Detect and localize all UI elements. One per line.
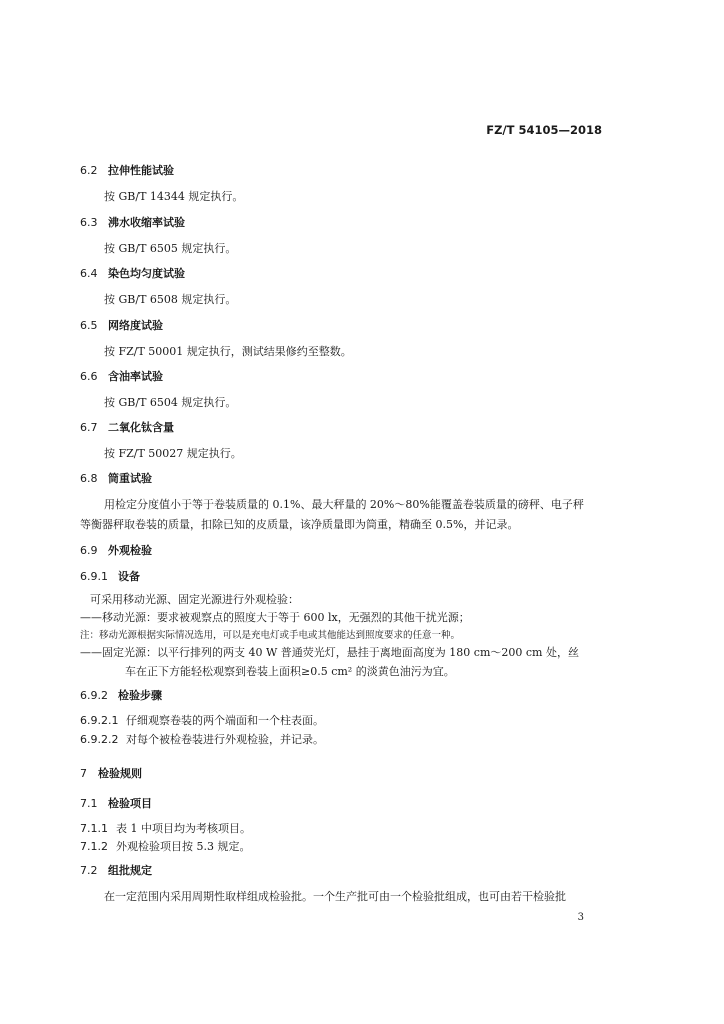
section-number: 6.6: [80, 370, 98, 383]
section-number: 6.4: [80, 267, 98, 280]
section-heading-6-9: [80, 542, 152, 558]
section-title: 检验步骤: [118, 689, 162, 702]
standard-code: FZ/T 54105—2018: [486, 123, 602, 137]
list-item: [80, 820, 251, 836]
item-number: 7.1.2: [80, 840, 108, 853]
paragraph-line: 可采用移动光源、固定光源进行外观检验：: [90, 593, 299, 606]
section-heading-6-4: [80, 265, 185, 281]
section-body-6-5: 按 FZ/T 50001 规定执行，测试结果修约至整数。: [104, 345, 352, 358]
list-item: ——固定光源：以平行排列的两支 40 W 普通荧光灯，悬挂于离地面高度为 180 cm～200 cm 处，丝: [80, 646, 579, 659]
item-text: 表 1 中项目均为考核项目。: [116, 822, 251, 835]
item-number: 6.9.2.1: [80, 714, 119, 727]
section-heading-7-2: [80, 862, 152, 878]
section-number: 6.5: [80, 319, 98, 332]
section-heading-6-9-1: [80, 568, 140, 584]
item-text: 对每个被检卷装进行外观检验，并记录。: [126, 733, 324, 746]
section-number: 6.9.2: [80, 689, 108, 702]
section-heading-7-1: [80, 795, 152, 811]
section-title: 沸水收缩率试验: [108, 216, 185, 229]
section-number: 6.3: [80, 216, 98, 229]
section-number: 6.2: [80, 164, 98, 177]
section-title: 外观检验: [108, 544, 152, 557]
section-number: 7: [80, 767, 87, 780]
section-heading-6-9-2: [80, 687, 162, 703]
section-title: 染色均匀度试验: [108, 267, 185, 280]
item-number: 7.1.1: [80, 822, 108, 835]
section-title: 检验规则: [98, 767, 142, 780]
list-item: [80, 731, 324, 747]
item-text: 仔细观察卷装的两个端面和一个柱表面。: [126, 714, 324, 727]
section-number: 6.9: [80, 544, 98, 557]
item-number: 6.9.2.2: [80, 733, 119, 746]
section-heading-6-7: [80, 419, 174, 435]
section-title: 组批规定: [108, 864, 152, 877]
section-number: 6.9.1: [80, 570, 108, 583]
section-title: 二氧化钛含量: [108, 421, 174, 434]
list-item-continuation: 车在正下方能轻松观察到卷装上面积≥0.5 cm² 的淡黄色油污为宜。: [125, 665, 455, 678]
page-number: 3: [577, 912, 584, 923]
section-title: 检验项目: [108, 797, 152, 810]
section-body-6-7: 按 FZ/T 50027 规定执行。: [104, 447, 242, 460]
chapter-heading-7: [80, 765, 142, 781]
section-title: 设备: [118, 570, 140, 583]
section-number: 7.2: [80, 864, 98, 877]
list-item: ——移动光源：要求被观察点的照度大于等于 600 lx，无强烈的其他干扰光源；: [80, 611, 470, 624]
section-body-6-3: 按 GB/T 6505 规定执行。: [104, 242, 237, 255]
section-body-6-6: 按 GB/T 6504 规定执行。: [104, 396, 237, 409]
section-heading-6-6: [80, 368, 163, 384]
section-heading-6-2: [80, 162, 174, 178]
section-number: 6.7: [80, 421, 98, 434]
section-title: 筒重试验: [108, 472, 152, 485]
section-heading-6-3: [80, 214, 185, 230]
paragraph-line: 在一定范围内采用周期性取样组成检验批。一个生产批可由一个检验批组成，也可由若干检验批: [104, 890, 566, 903]
section-title: 网络度试验: [108, 319, 163, 332]
list-item: [80, 712, 324, 728]
section-number: 6.8: [80, 472, 98, 485]
section-body-6-4: 按 GB/T 6508 规定执行。: [104, 293, 237, 306]
section-title: 含油率试验: [108, 370, 163, 383]
paragraph-line: 用检定分度值小于等于卷装质量的 0.1%、最大秤量的 20%～80%能覆盖卷装质量的磅秤、电子秤: [104, 498, 584, 511]
section-number: 7.1: [80, 797, 98, 810]
section-body-6-2: 按 GB/T 14344 规定执行。: [104, 190, 244, 203]
section-title: 拉伸性能试验: [108, 164, 174, 177]
note: 注：移动光源根据实际情况选用，可以是充电灯或手电或其他能达到照度要求的任意一种。: [80, 630, 461, 641]
list-item: [80, 838, 251, 854]
item-text: 外观检验项目按 5.3 规定。: [116, 840, 251, 853]
paragraph-line: 等衡器秤取卷装的质量，扣除已知的皮质量，该净质量即为筒重，精确至 0.5%，并记录。: [80, 518, 519, 531]
section-heading-6-8: [80, 470, 152, 486]
section-heading-6-5: [80, 317, 163, 333]
